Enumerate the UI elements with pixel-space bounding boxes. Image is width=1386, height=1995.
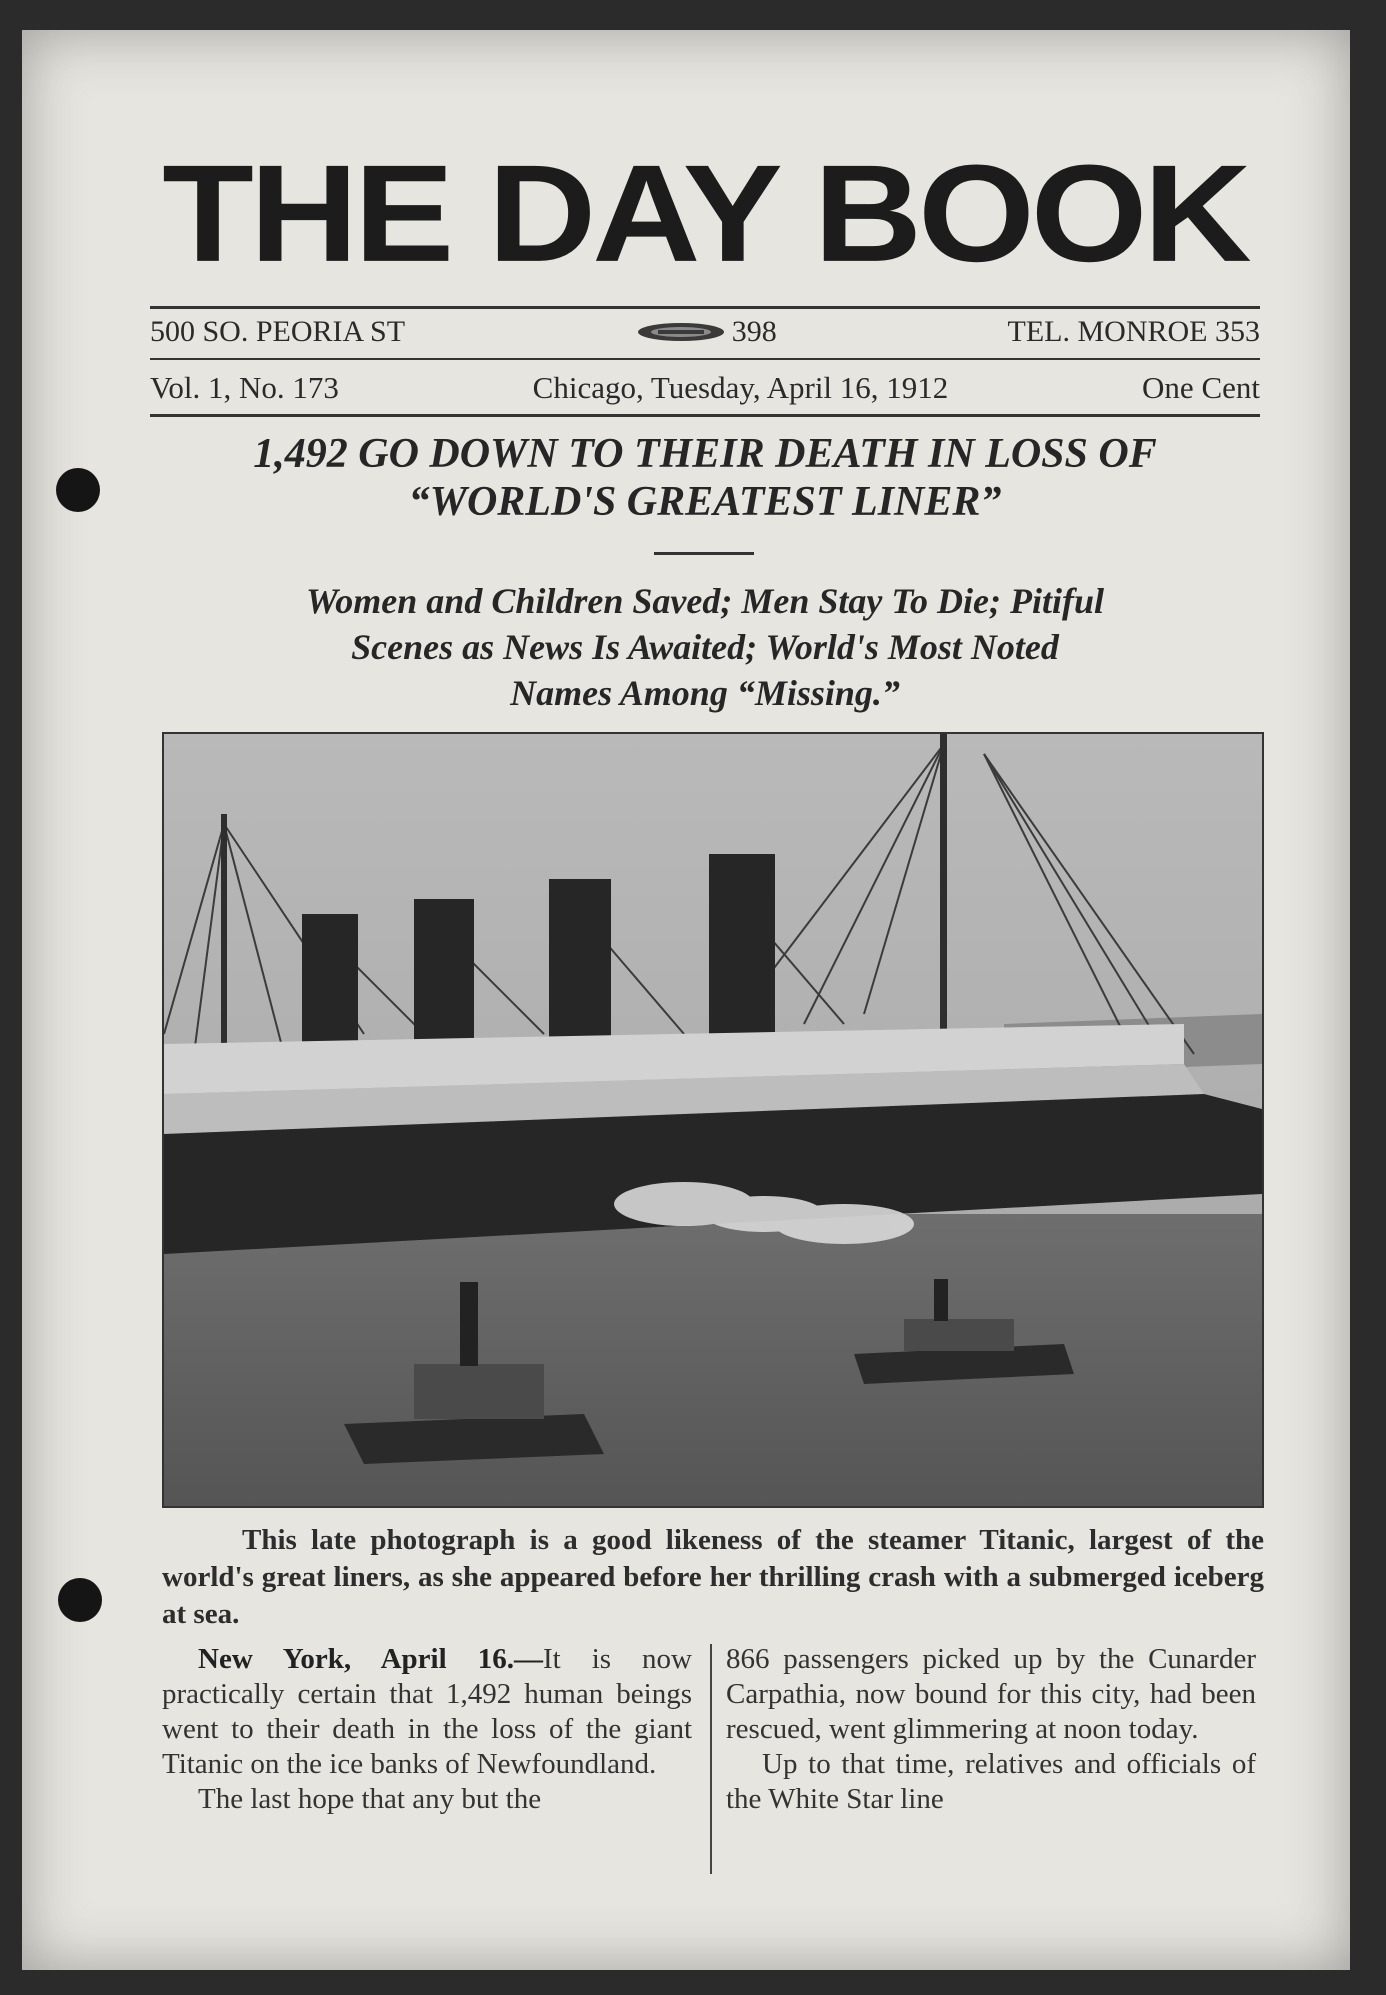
article-text: It is now practically certain that 1,492 human beings went to their death in the loss of the giant Titanic on the ice banks of Newfoundland. [162, 1643, 693, 1780]
column-divider [710, 1644, 712, 1874]
punch-hole [56, 468, 100, 512]
photo-caption: This late photograph is a good likeness of the steamer Titanic, largest of the world's great liners, as she appeared before her thrilling crash with a submerged iceberg at sea. [162, 1524, 1264, 1630]
masthead-rule [150, 306, 1260, 309]
masthead-title: THE DAY BOOK [162, 135, 1248, 291]
article-paragraph: The last hope that any but the [198, 1783, 542, 1815]
article-paragraph [162, 1642, 692, 1782]
price: One Cent [1142, 370, 1260, 405]
union-number: 398 [731, 315, 777, 348]
punch-hole [58, 1578, 102, 1622]
volume-number: Vol. 1, No. 173 [150, 370, 339, 405]
article-column-left [162, 1642, 692, 1817]
newspaper-page [22, 30, 1350, 1970]
subhead-line-2: Scenes as News Is Awaited; World's Most Noted [351, 627, 1059, 667]
ship-illustration [164, 734, 1262, 1506]
article-dateline: New York, April 16.— [198, 1643, 543, 1675]
union-label-icon [636, 321, 726, 343]
info-line [150, 312, 1260, 352]
subhead-line-1: Women and Children Saved; Men Stay To Die; Pitiful [305, 581, 1105, 621]
subheadline [150, 578, 1260, 716]
phone-number: TEL. MONROE 353 [1007, 315, 1260, 348]
info-rule [150, 358, 1260, 360]
article-paragraph: 866 passengers picked up by the Cunarder Carpathia, now bound for this city, had been rescued, went glimmering at noon today. [726, 1643, 1256, 1745]
headline-line-1: 1,492 GO DOWN TO THEIR DEATH IN LOSS OF [253, 431, 1157, 477]
headline-line-2: “WORLD'S GREATEST LINER” [408, 479, 1002, 525]
place-date: Chicago, Tuesday, April 16, 1912 [532, 370, 949, 405]
headline-divider [654, 552, 754, 555]
address: 500 SO. PEORIA ST [150, 315, 406, 348]
article-column-right [726, 1642, 1256, 1817]
union-label-group [636, 315, 777, 349]
dateline-rule [150, 414, 1260, 417]
article-paragraph: Up to that time, relatives and officials of the White Star line [726, 1748, 1256, 1815]
subhead-line-3: Names Among “Missing.” [510, 673, 900, 713]
dateline [150, 368, 1260, 408]
headline [150, 430, 1260, 526]
titanic-photograph [162, 732, 1264, 1508]
